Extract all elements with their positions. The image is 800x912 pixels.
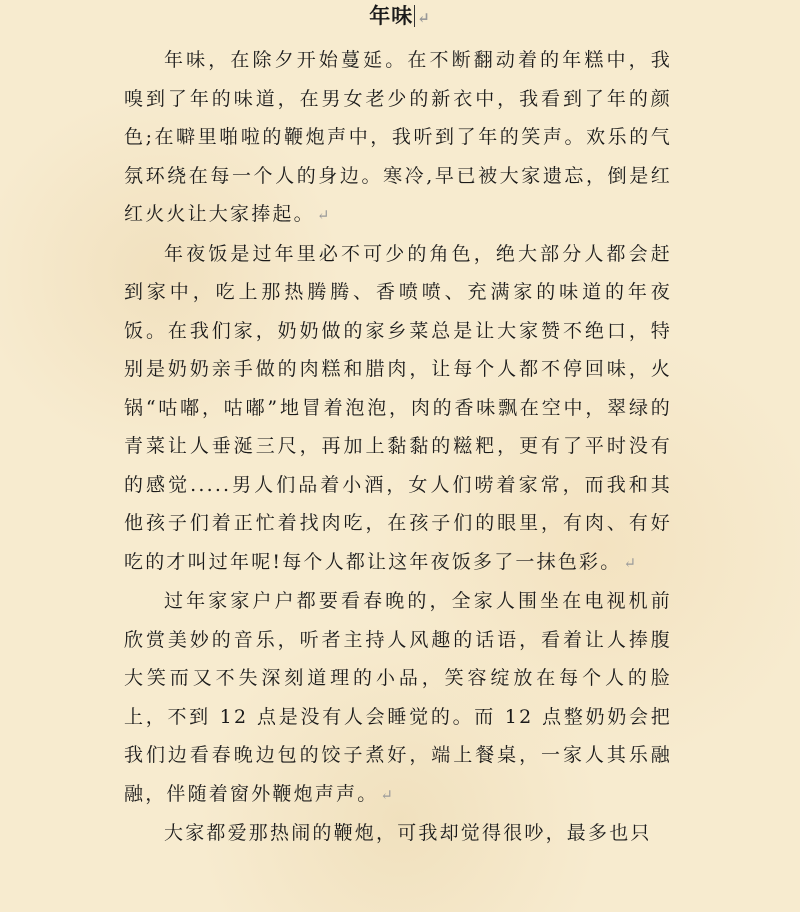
text-cursor (414, 5, 415, 27)
paragraph-mark-icon: ↵ (380, 785, 396, 804)
paragraph-3 (124, 582, 672, 814)
paragraph-mark-icon: ↵ (623, 553, 639, 572)
paragraph-1-text: 年味，在除夕开始蔓延。在不断翻动着的年糕中，我嗅到了年的味道，在男女老少的新衣中，我看到了年的颜色;在噼里啪啦的鞭炮声中，我听到了年的笑声。欢乐的气氛环绕在每一个人的身边。寒冷,早已被大家遗忘，倒是红红火火让大家捧起。 (124, 49, 672, 225)
document-body[interactable] (124, 41, 672, 853)
paragraph-1 (124, 41, 672, 235)
paragraph-mark-icon: ↵ (417, 9, 431, 27)
paragraph-2 (124, 235, 672, 583)
paragraph-mark-icon: ↵ (316, 206, 332, 224)
paragraph-4-text: 大家都爱那热闹的鞭炮，可我却觉得很吵，最多也只 (164, 822, 652, 844)
paragraph-4 (124, 814, 672, 853)
document-title: 年味 (369, 3, 414, 28)
paragraph-2-text: 年夜饭是过年里必不可少的角色，绝大部分人都会赶到家中，吃上那热腾腾、香喷喷、充满家的味道的年夜饭。在我们家，奶奶做的家乡菜总是让大家赞不绝口，特别是奶奶亲手做的肉糕和腊肉，让每个人都不停回味，火锅“咕嘟，咕嘟”地冒着泡泡，肉的香味飘在空中，翠绿的青菜让人垂涎三尺，再加上黏黏的糍粑，更有了平时没有的感觉.....男人们品着小酒，女人们唠着家常，而我和其他孩子们着正忙着找肉吃，在孩子们的眼里，有肉、有好吃的才叫过年呢!每个人都让这年夜饭多了一抹色彩。 (124, 242, 672, 573)
document-title-line (0, 1, 800, 33)
paragraph-3-text: 过年家家户户都要看春晚的，全家人围坐在电视机前欣赏美妙的音乐，听者主持人风趣的话语，看着让人捧腹大笑而又不失深刻道理的小品，笑容绽放在每个人的脸上，不到 12 点是没有人会睡觉的。而 12 点整奶奶会把我们边看春晚边包的饺子煮好，端上餐桌，一家人其乐融融，伴随着窗外鞭炮声声。 (124, 590, 672, 805)
